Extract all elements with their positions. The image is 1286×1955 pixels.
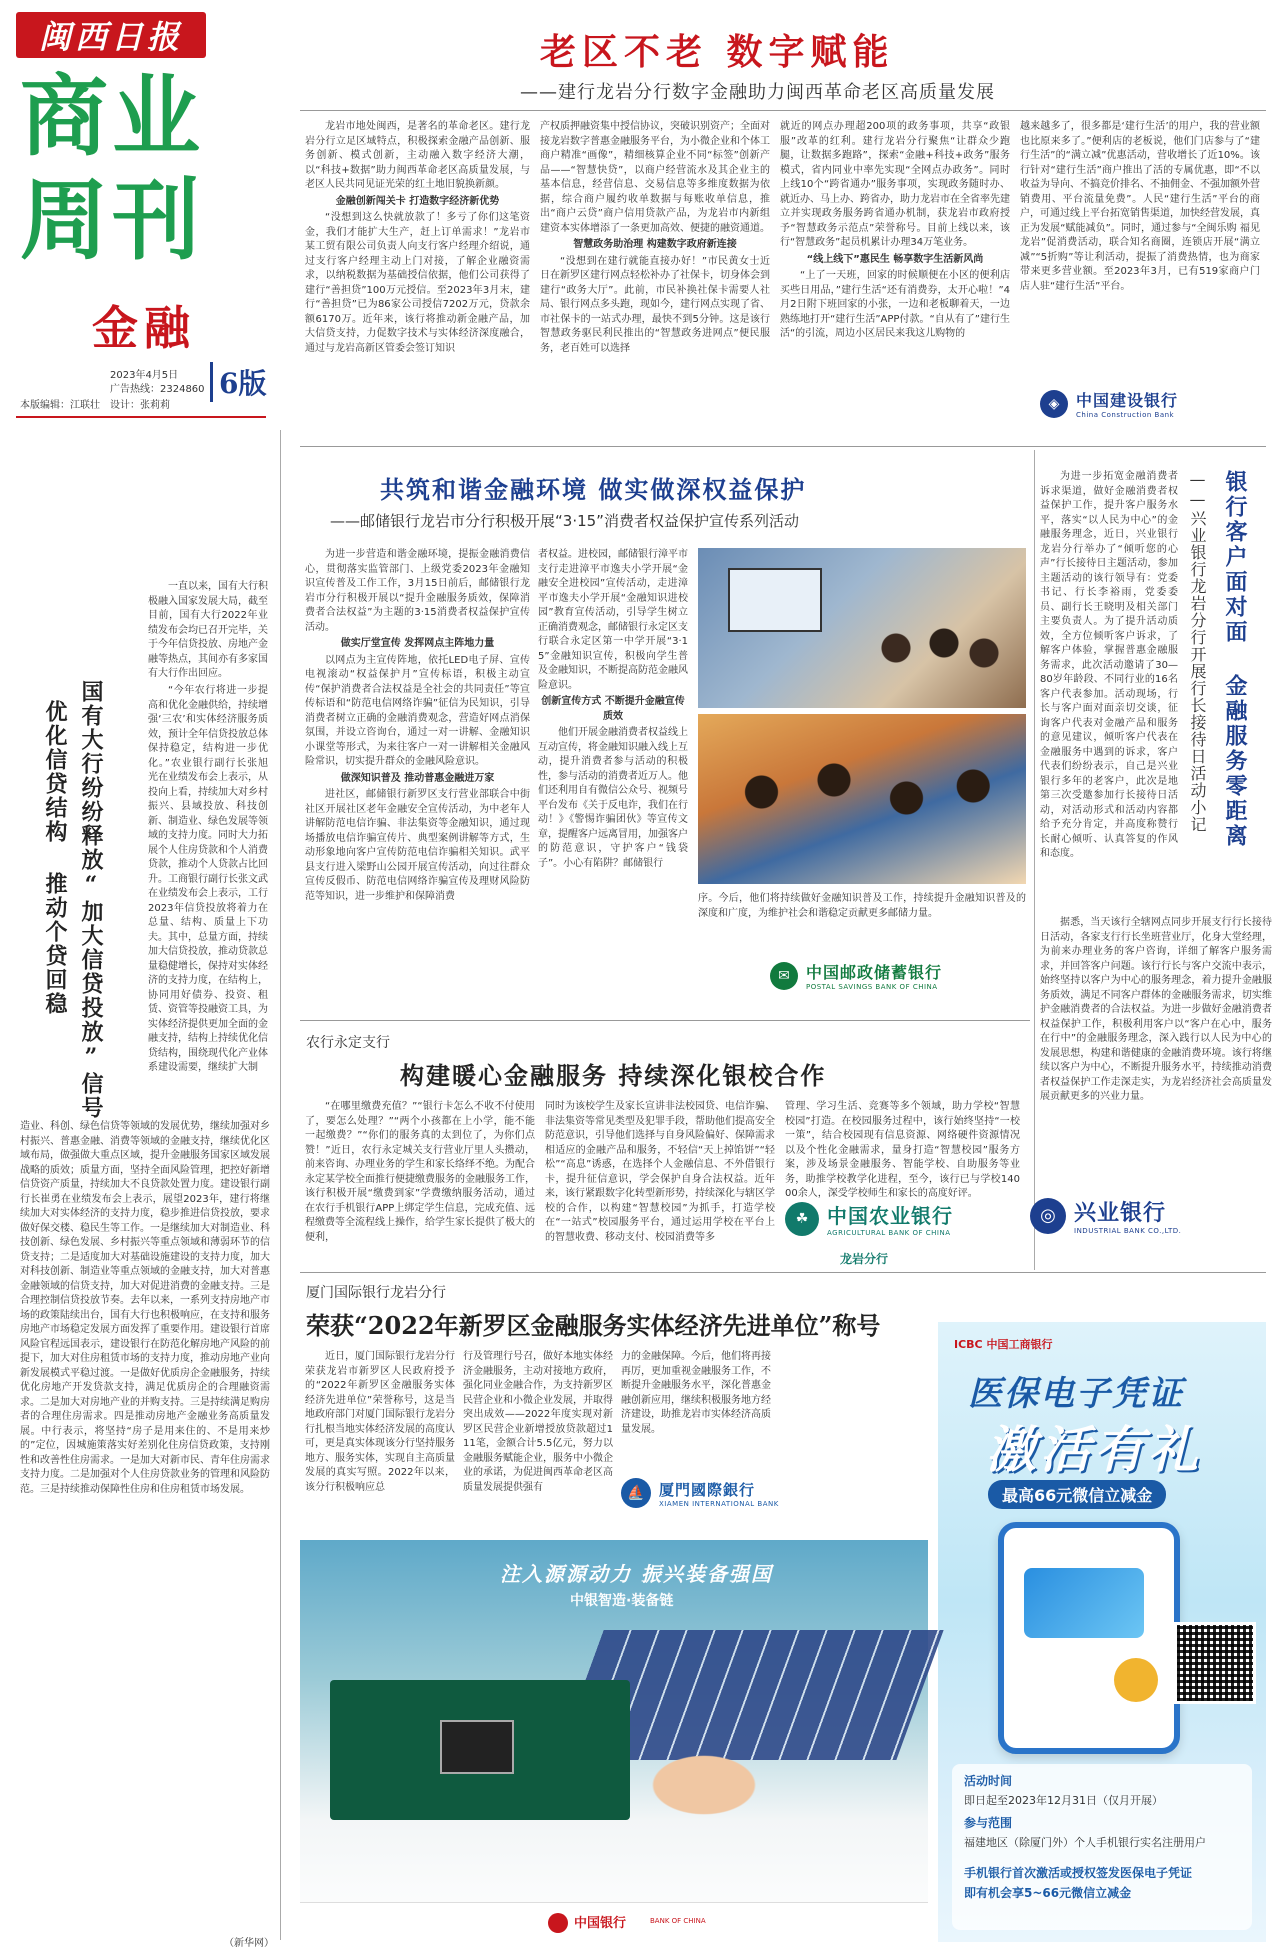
- abc-col3-text: 管理、学习生活、竞赛等多个领域，助力学校“智慧校园”打造。在校园服务过程中，该行始终坚持“一校一策”，结合校园现有信息资源、网络硬件资源情况以及个性化金融需求，量身打造“智慧校园”服务方案，涉及场景金融服务、智能学校、自助服务等业务，助推学校教学化进程，至今，该行已与学校14000余人，深受学校师生和家长的高度好评。: [785, 1101, 1020, 1199]
- ccb-col2: [540, 120, 770, 438]
- icbc-ad-info-box: [952, 1764, 1252, 1930]
- section-title-line1: 商业: [20, 64, 205, 168]
- ccb-col1: [305, 120, 530, 438]
- issue-date: 2023年4月5日: [110, 370, 179, 381]
- ccb-top-rule: [300, 110, 1266, 111]
- icbc-ad-qr-icon: [1174, 1622, 1256, 1704]
- ccb-col1-subhead: 金融创新闯关卡 打造数字经济新优势: [335, 195, 500, 207]
- icbc-ad-cta-1: 手机银行首次激活或授权签发医保电子凭证: [964, 1866, 1193, 1880]
- ag-bank-headline: 国有大行纷纷释放“加大信贷投放”信号: [78, 680, 104, 1120]
- psbc-photo-children: [718, 744, 1008, 864]
- boc-ad-sub-slogan: 中银智造·装备链: [570, 1593, 674, 1609]
- cib-headline: 银行客户面对面 金融服务零距离: [1222, 470, 1248, 849]
- boc-ad-circuit-board: [330, 1680, 630, 1820]
- xib-col2-text: 行及管理行号召，做好本地实体经济金融服务，主动对接地方政府，强化同业金融合作，为支持新罗区民营企业和小微企业发展，并取得突出成效——2022年度实现对新罗区民营企业新增授放贷款超过111笔，金额合计5.5亿元，努力以金融服务赋能企业，服务中小微企业的承诺，为促进闽西革命老区高质量发展提供强有: [463, 1351, 613, 1493]
- abc-kicker: 农行永定支行: [306, 1035, 390, 1051]
- cib-col1: [1040, 470, 1178, 910]
- abc-bottom-rule: [300, 1272, 1266, 1273]
- ccb-col2-subhead: 智慧政务助治理 构建数字政府新连接: [573, 239, 737, 250]
- psbc-col1-text: 为进一步营造和谐金融环境，提振金融消费信心，贯彻落实监管部门、上级党委2023年金融知识宣传普及工作工作，3月15日前后，邮储银行龙岩市分行积极开展以“提升金融服务质效，保障消费者合法权益”为主题的3·15消费者权益保护宣传活动。: [305, 549, 530, 633]
- boc-ad-chip-icon: [440, 1720, 514, 1774]
- cib-logo-en: INDUSTRIAL BANK CO.,LTD.: [1074, 1227, 1182, 1235]
- psbc-headline: 共筑和谐金融环境 做实做深权益保护: [380, 475, 807, 504]
- ag-bank-intro: [148, 580, 268, 680]
- boc-ad-logo-icon: [548, 1913, 568, 1933]
- ccb-bottom-rule: [300, 446, 1266, 447]
- icbc-ad-card-icon: [1024, 1568, 1144, 1638]
- abc-col3: [785, 1100, 1020, 1199]
- ag-bank-col-b: [20, 1120, 270, 1930]
- abc-col2-text: 同时为该校学生及家长宣讲非法校园贷、电信诈骗、非法集资等常见类型及犯罪手段，帮助他们提高安全防范意识，引导他们选择与自身风险偏好、保障需求相适应的金融产品和服务，不轻信“天上掉馅饼”“轻松”“高息”诱惑，在选择个人金融信息、不外借银行卡，提升征信意识，学会保护自身合法权益。近年来，该行紧跟数字化转型新形势，持续深化与辖区学校的合作，以构建“智慧校园”为抓手，打造学校在“一站式”校园服务平台，通过运用学校在平台上的智慧收费、移动支付、校园消费等多: [545, 1101, 775, 1243]
- xib-col2: [463, 1350, 613, 1528]
- icbc-ad-cta-2: 即有机会享5~66元微信立减金: [964, 1886, 1132, 1900]
- xib-col1-text: 近日，厦门国际银行龙岩分行荣获龙岩市新罗区人民政府授予的“2022年新罗区金融服务实体经济先进单位”荣誉称号，这是当地政府部门对厦门国际银行龙岩分行扎根当地实体经济发展的高度认可，更是真实体现该分行坚持服务地方、服务实体，实现自主高质量发展的真实写照。2022年以来，该分行积极响应总: [305, 1351, 455, 1493]
- ccb-headline: 老区不老 数字赋能: [540, 31, 895, 73]
- boc-ad-slogan: 注入源源动力 振兴装备强国: [500, 1562, 773, 1586]
- ag-bank-subheadline: 优化信贷结构 推动个贷回稳: [42, 700, 68, 1016]
- ccb-col2-text: 产权质押融资集中授信协议，突破识别资产；全面对接龙岩数字普惠金融服务平台，为小微企业和个体工商户精准“画像”，精细核算企业不同“标签”创新产品——“智慧快贷”，以商户经营流水及其企业主的基本信息，经营信息、交易信息等多维度数据为依据，综合商户履约收单数据与每账收单信息，推出“商户云贷”商户信用贷款产品，为龙岩市内新组建资本实体增添了一条更加高效、便捷的融资通道。: [540, 121, 770, 234]
- ccb-logo-en: China Construction Bank: [1076, 411, 1175, 419]
- xib-kicker: 厦门国际银行龙岩分行: [306, 1285, 446, 1301]
- section-title-line2: 周刊: [20, 168, 205, 272]
- psbc-col3: [698, 892, 1026, 952]
- psbc-col1-subhead2: 做深知识普及 推动普惠金融进万家: [340, 772, 495, 784]
- cib-col2: [1040, 916, 1272, 1186]
- ccb-col3: [780, 120, 1010, 438]
- icbc-ad-time-label: 活动时间: [964, 1774, 1013, 1788]
- psbc-subheadline: ——邮储银行龙岩市分行积极开展“3·15”消费者权益保护宣传系列活动: [330, 512, 799, 530]
- cib-subheadline: ——兴业银行龙岩分行开展行长接待日活动小记: [1188, 470, 1207, 833]
- xib-headline: 荣获“2022年新罗区金融服务实体经济先进单位”称号: [306, 1311, 881, 1340]
- abc-branch: 龙岩分行: [840, 1252, 889, 1266]
- boc-ad-footer-en: BANK OF CHINA: [650, 1917, 706, 1925]
- ccb-subheadline: ——建行龙岩分行数字金融助力闽西革命老区高质量发展: [520, 82, 995, 103]
- abc-logo-icon: ☘: [785, 1202, 819, 1236]
- xib-logo-icon: ⛵: [621, 1478, 651, 1508]
- psbc-logo-icon: ✉: [770, 962, 798, 990]
- ag-bank-intro-text: 一直以来，国有大行积极融入国家发展大局，截至目前，国有大行2022年业绩发布会均已召开完毕，关于今年信贷投放、房地产金融等热点，其间亦有多家国有大行作出回应。: [148, 581, 268, 679]
- xib-col3-text: 力的金融保障。今后，他们将再接再厉，更加重视金融服务工作，不断提升金融服务水平，深化普惠金融创新应用，继续积极服务地方经济建设，助推龙岩市实体经济高质量发展。: [621, 1351, 771, 1435]
- cib-col1-text: 为进一步拓宽金融消费者诉求渠道，做好金融消费者权益保护工作，提升客户服务水平，落实“以人民为中心”的金融服务理念，近日，兴业银行龙岩分行举办了“倾听您的心声”行长接待日主题活动，参加主题活动的该行领导有：党委书记、行长李裕雨，党委委员、副行长王晓明及相关部门主要负责人。为了提升活动质效，全方位倾听客户诉求，了解客户体验，掌握普惠金融服务需求，此次活动邀请了30—80岁年龄段、不同行业的16名客户代表参加。活动现场，行长与客户面对面亲切交谈，征询客户代表对金融产品和服务的意见建议，倾听客户代表在金融服务中遇到的诉求，客户代表们纷纷表示，自己是兴业银行多年的老客户，此次是地第三次受邀参加行长接待日活动，对活动形式和活动内容都给予充分肯定，并高度称赞行长耐心倾听、认真答复的作风和态度。: [1040, 471, 1178, 859]
- cib-left-rule: [1034, 450, 1035, 1270]
- abc-col1: [305, 1100, 535, 1260]
- cib-logo-icon: ◎: [1030, 1198, 1066, 1234]
- psbc-col2-subhead: 创新宣传方式 不断提升金融宣传质效: [541, 696, 685, 722]
- boc-ad: [300, 1540, 928, 1940]
- abc-col1-text: “在哪里缴费充值？”“银行卡怎么不收不付使用了，要怎么处理？”“两个小孩都在上小学，能不能一起缴费？”“你们的服务真的太到位了，为你们点赞！”近日，农行永定城关支行营业厅里人头攒动，前来咨询、办理业务的学生和家长络绎不绝。为配合永定某学校全面推行便捷缴费服务的金融服务工作，该行积极开展“缴费到家”学费缴纳服务活动，通过在农行手机银行APP上绑定学生信息，完成充值、远程缴费等全流程线上操作，给学生家长提供了极大的便利，: [305, 1101, 535, 1243]
- psbc-logo-name: 中国邮政储蓄银行: [806, 963, 943, 982]
- psbc-col3-text: 序。今后，他们将持续做好金融知识普及工作，持续提升金融知识普及的深度和广度，为维护社会和谐稳定贡献更多邮储力量。: [698, 893, 1026, 919]
- psbc-col2b-text: 他们开展金融消费者权益线上互动宣传，将金融知识融入线上互动，提升消费者参与活动的积极性，参与活动的消费者近万人。他们还利用自有微信公众号、视频号平台发布《关于反电诈，我们在行动！》《警惕诈骗团伙》等宣传文章，提醒客户远离冒用，加强客户的防范意识，守护客户“钱袋子”。小心有陷阱？邮储银行: [538, 727, 688, 869]
- cib-col2-text: 据悉，当天该行全辖网点同步开展支行行长接待日活动，各家支行行长坐班营业厅，化身大堂经理，为前来办理业务的客户咨询，详细了解客户服务需求，并回答客户问题。该行行长与客户交流中表示，始终坚持以客户为中心的服务理念，着力提升金融服务质效，满足不同客户群体的金融服务需求，切实维护金融消费者的合法权益。为进一步做好金融消费者权益保护工作，积极利用客户以“客户在心中，服务在行中”的金融服务理念，深入践行以人民为中心的发展思想，构建和谐健康的金融消费环境。该行将继续以客户为中心，不断提升服务水平，持续推动消费者权益保护工作走深走实，为龙岩经济社会高质量发展贡献更多的兴业力量。: [1040, 917, 1272, 1102]
- icbc-ad: [938, 1322, 1266, 1942]
- psbc-logo: [770, 960, 942, 991]
- ag-bank-col-a: [148, 684, 268, 1114]
- left-column-rule: [280, 430, 281, 1940]
- xib-logo-name: 厦門國際銀行: [659, 1480, 756, 1499]
- icbc-ad-scope-label: 参与范围: [964, 1816, 1013, 1830]
- boc-ad-footer-bar: [300, 1902, 928, 1941]
- ccb-col2b-text: “没想到在建行就能直接办好！”市民黄女士近日在新罗区建行网点轻松补办了社保卡，切身体会到建行“政务大厅”。此前，市民补换社保卡需要人社局、银行网点多头跑，现如今，建行网点实现了省、市社保卡的一站式办理，最快不到5分钟。这是该行智慧政务驱民利民推出的“智慧政务进网点”便民服务，老百姓可以选择: [540, 255, 770, 354]
- ccb-col3-subhead: “线上线下”惠民生 畅享数字生活新风尚: [806, 253, 984, 265]
- psbc-col1-subhead: 做实厅堂宣传 发挥网点主阵地力量: [340, 638, 495, 649]
- icbc-ad-coin-icon: [1114, 1658, 1158, 1702]
- abc-logo-name: 中国农业银行: [827, 1204, 953, 1228]
- ag-bank-col-a-text: “今年农行将进一步提高和优化金融供给，持续增强‘三农’和实体经济服务质效，预计全年信贷投放总体保持稳定，结构进一步优化。”农业银行副行长张旭光在业绩发布会上表示，从投向上看，持续加大对乡村振兴、县域投放、科技创新、制造业、绿色发展等领域的支持力度。同时大力拓展个人住房贷款和个人消费贷款，推动个人贷款占比回升。工商银行副行长张文武在业绩发布会上表示，工行2023年信贷投放将着力在总量、结构、质量上下功夫。其中，总量方面，持续加大信贷投放，推动贷款总量稳健增长，保持对实体经济的支持力度，在结构上，协同用好债券、投资、租赁、资管等投融资工具，为实体经济提供更加全面的金融支持，结构上持续优化信贷结构，围绕现代化产业体系建设需要，继续扩大制: [148, 685, 268, 1073]
- ad-hotline: 广告热线：2324860: [110, 384, 205, 395]
- psbc-photo-top: [698, 548, 1026, 708]
- icbc-ad-time-value: 即日起至2023年12月31日（仅月开展）: [964, 1794, 1163, 1807]
- icbc-ad-highlight: 最高66元微信立减金: [988, 1480, 1166, 1509]
- xib-col1: [305, 1350, 455, 1528]
- xib-logo-en: XIAMEN INTERNATIONAL BANK: [659, 1499, 779, 1508]
- icbc-ad-logo: ICBC 中国工商银行: [954, 1338, 1053, 1351]
- subsection-label: 金融: [92, 301, 196, 355]
- ccb-col3b-text: “上了一天班，回家的时候顺便在小区的便利店买些日用品，”建行生活“还有消费券，太开心啦！”4月2日附下班回家的小张，一边和老板聊着天，一边熟练地打开“建行生活”APP付款。“自从有了”建行生活“的引流，周边小区居民来我这儿购物的: [780, 270, 1010, 339]
- ccb-logo-icon: ◈: [1040, 390, 1068, 418]
- ag-bank-source: （新华网）: [224, 1938, 274, 1949]
- icbc-ad-headline-1: 医保电子凭证: [968, 1374, 1184, 1414]
- ccb-col4: [1020, 120, 1260, 376]
- cib-logo-name: 兴业银行: [1074, 1201, 1167, 1226]
- psbc-photo-people: [848, 608, 1008, 708]
- psbc-photo-bottom: [698, 714, 1026, 884]
- icbc-ad-scope-value: 福建地区（除厦门外）个人手机银行实名注册用户: [964, 1836, 1206, 1849]
- abc-col2: [545, 1100, 775, 1260]
- ccb-logo: [1040, 388, 1178, 419]
- ccb-logo-name: 中国建设银行: [1076, 391, 1179, 410]
- page-number: 6版: [210, 362, 266, 402]
- psbc-col1b-text: 以网点为主宣传阵地，依托LED电子屏、宣传电视滚动“权益保护月”宣传标语，积极主动宣传“保护消费者合法权益是全社会的共同责任”等宣传标语和“防范电信网络诈骗”征信为民知识，引导消费者树立正确的金融消费观念，营造好网点消保氛围，并设立咨询台，通过一对一讲解、金融知识小课堂等形式，为来往客户一对一讲解相关金融风险常识，切实提升群众的金融风险意识。: [305, 654, 530, 767]
- ccb-col1b-text: “没想到这么快就放款了！多亏了你们这笔资金，我们才能扩大生产，赶上订单需求！”龙岩市某工贸有限公司负责人向支行客户经理介绍说，通过支行客户经理主动上门对接，了解企业融资需求，以纳税数据为基础授信依据，他们公司获得了建行“善担贷”100万元授信。至2023年3月末，建行“善担贷”已为86家公司授信7202万元，贷款余额6170万。近年来，该行将推动新金融产品，加大信贷支持，力促数字技术与实体经济深度融合，通过与龙岩高新区管委会签订知识: [305, 212, 530, 354]
- boc-ad-hand-pen: [640, 1730, 800, 1840]
- masthead-logo: [16, 12, 206, 58]
- psbc-bottom-rule: [300, 1020, 1030, 1021]
- icbc-ad-phone: [998, 1522, 1180, 1754]
- ag-bank-col-b-text: 造业、科创、绿色信贷等领域的发展优势，继续加强对乡村振兴、普惠金融、消费等领域的金融支持，继续优化区域布局，做强做大重点区域，提升金融服务国家区域发展战略的质效；质量方面，坚持全面风险管理，把控好新增信贷资产质量，持续加大不良贷款处置力度。建设银行副行长崔勇在业绩发布会上表示，展望2023年，建行将继续加大对实体经济的支持力度，稳步推进信贷投放，要求做好保交楼、稳民生等工作。一是继续加大对制造业、科技创新、绿色发展、乡村振兴等重点领域和薄弱环节的信贷支持；二是适度加大对基础设施建设的支持力度，加大对科技创新、制造业等重点领域的金融支持，加大对普惠金融领域的信贷支持，加大对促进消费的金融支持。三是合理控制信贷投放节奏。去年以来，一系列支持房地产市场的政策陆续出台，国有大行也积极响应，在支持和服务房地产市场稳定发展方面发挥了重要作用。建设银行首席风险官程远国表示，建设银行在防范化解房地产风险的前提下，加大对住房租赁市场的支持力度，推动房地产业向新发展模式平稳过渡。一是做好优质房企金融服务，持续优化房地产开发贷款支持，满足优质房企的合理融资需求。二是加大对房地产业的并购支持。三是持续满足购房者的合理住房需求。四是推动房地产金融业务高质量发展。中行表示，将坚持“房子是用来住的、不是用来炒的”定位，因城施策落实好差别化住房信贷政策，支持刚性和改善性住房需求。一是加大对新市民、青年住房需求支持力度。二是加强对个人住房贷款业务的管理和风险防范。三是持续推动保障性住房和住房租赁市场发展。: [20, 1121, 270, 1495]
- icbc-ad-headline-2: 激活有礼: [986, 1420, 1202, 1479]
- ccb-col1-text: 龙岩市地处闽西，是著名的革命老区。建行龙岩分行立足区域特点，积极探索金融产品创新、服务创新、模式创新，主动融入数字经济大潮，以“科技+数据”助力闽西革命老区高质量发展，与老区人民共同见证光荣的红土地旧貌换新颜。: [305, 121, 530, 190]
- abc-headline: 构建暖心金融服务 持续深化银校合作: [400, 1061, 827, 1090]
- boc-ad-footer-logo: 中国银行: [574, 1916, 627, 1931]
- psbc-logo-en: POSTAL SAVINGS BANK OF CHINA: [806, 983, 938, 991]
- psbc-photo-screen: [728, 568, 822, 632]
- abc-logo: [785, 1200, 953, 1237]
- cib-logo: [1030, 1196, 1181, 1235]
- editors-line: 本版编辑：江联壮 设计：张莉莉: [20, 400, 170, 411]
- psbc-col2: [538, 548, 688, 1018]
- abc-logo-en: AGRICULTURAL BANK OF CHINA: [827, 1229, 951, 1237]
- ccb-col4-text: 越来越多了，很多都是‘建行生活’的用户，我的营业额也比原来多了。”便利店的老板说，他们门店参与了“建行生活”的“满立减”优惠活动，营收增长了近10%。该行针对“建行生活”商户推出了活的专属优惠，即“不以收益为导向、不搞竞价排名、不抽佣金、不强加额外营销费用、平台流量免费”。人民“建行生活”平台的商户，可通过线上平台拓宽销售渠道，加快经营发展，真正为发展“赋能减负”。同时，通过参与“全闽乐购 福见龙岩”促消费活动，联合知名商圈，连锁店开展“满立减”“5折购”等让利活动，提振了消费热情，也为商家带来更多营业额。至2023年3月，已有519家商户门店人驻“建行生活”平台。: [1020, 121, 1260, 292]
- xib-col3: [621, 1350, 771, 1470]
- psbc-col1c-text: 进社区，邮储银行新罗区支行营业部联合中街社区开展社区老年金融安全宣传活动，为中老年人讲解防范电信诈骗、非法集资等金融知识，通过现场播放电信诈骗宣传片、典型案例讲解等方式，生动形象地向客户宣传防范电信诈骗相关知识。武平县支行进入梁野山公园开展宣传活动，向过往群众宣传反假币、防范电信网络诈骗宣传及理财风险防范等知识，进一步维护和保障消费: [305, 789, 530, 902]
- ccb-col3-text: 就近的网点办理超200项的政务事项，共享“政银服”改革的红利。建行龙岩分行聚焦“让群众少跑腿，让数据多跑路”，探索“金融+科技+政务”服务模式，省内同业中率先实现“全网点办政务”。同时上线10个“跨省通办”服务事项，实现政务随时办、就近办、马上办、跨省办，助力龙岩市在全省率先建立并实现政务服务跨省通办机制，获龙岩市政府授予“智慧政务示范点”荣誉称号。目前上线以来，该行“智慧政务”起员机累计办理34万笔业务。: [780, 121, 1010, 248]
- psbc-col2-text: 者权益。进校园，邮储银行漳平市支行走进漳平市逸夫小学开展“金融安全进校园”宣传活动，走进漳平市逸夫小学开展“金融知识进校园”教育宣传活动，引导学生树立正确消费观念，邮储银行永定区支行联合永定区第一中学开展“3·15”金融知识宣传，积极向学生普及金融知识，不断提高防范金融风险意识。: [538, 549, 688, 691]
- psbc-col1: [305, 548, 530, 1018]
- paper-name: 闽西日报: [38, 18, 183, 56]
- xib-logo: [621, 1478, 779, 1508]
- masthead-divider: [16, 416, 266, 418]
